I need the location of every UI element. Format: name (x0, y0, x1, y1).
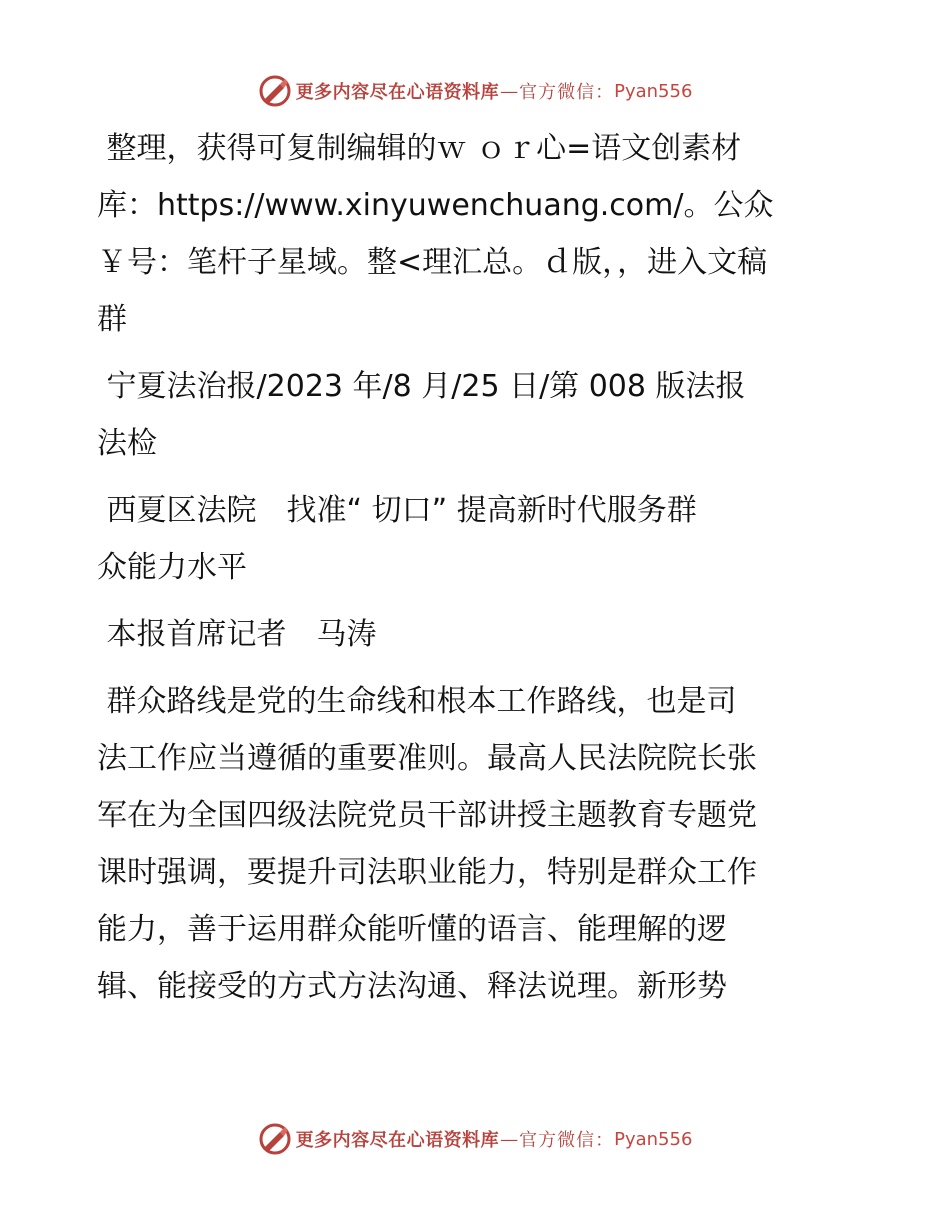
banner-brand: 更多内容尽在心语资料库 (295, 82, 500, 103)
banner-official-label: 官方微信： (519, 82, 615, 103)
text-line: 法工作应当遵循的重要准则。最高人民法院院长张 (97, 741, 757, 776)
text-line: 库：https://www.xinyuwenchuang.com/。公众 (97, 188, 774, 223)
text-line: 能力，善于运用群众能听懂的语言、能理解的逻 (97, 912, 727, 947)
banner-wechat-handle: Pyan556 (614, 1128, 693, 1150)
byline (97, 606, 867, 663)
document-content (97, 120, 867, 1015)
brand-logo-icon (258, 1122, 292, 1156)
text-line: 本报首席记者 马涛 (97, 617, 377, 652)
text-line: 群 (97, 302, 127, 337)
text-line: 群众路线是党的生命线和根本工作路线，也是司 (97, 684, 737, 719)
footer-banner (0, 1119, 950, 1159)
article-title (97, 482, 867, 596)
text-line: 整理，获得可复制编辑的ｗ ｏｒ心=语文创素材 (97, 131, 742, 166)
source-line (97, 358, 867, 472)
text-line: 众能力水平 (97, 550, 247, 585)
text-line: 辑、能接受的方式方法沟通、释法说理。新形势 (97, 969, 727, 1004)
text-line: 西夏区法院 找准“ 切口” 提高新时代服务群 (97, 493, 697, 528)
banner-official-label: 官方微信： (519, 1130, 615, 1151)
header-banner (0, 71, 950, 111)
text-line: 法检 (97, 426, 157, 461)
text-line: 课时强调，要提升司法职业能力，特别是群众工作 (97, 855, 757, 890)
body-paragraph (97, 673, 867, 1015)
brand-logo-icon (258, 74, 292, 108)
text-line: 军在为全国四级法院党员干部讲授主题教育专题党 (97, 798, 757, 833)
text-line: ￥号：笔杆子星域。整<理汇总。ｄ版，，进入文稿 (97, 245, 768, 280)
banner-dash: — (500, 1128, 519, 1150)
banner-brand: 更多内容尽在心语资料库 (295, 1130, 500, 1151)
banner-wechat-handle: Pyan556 (614, 80, 693, 102)
text-line: 宁夏法治报/2023 年/8 月/25 日/第 008 版法报 (97, 369, 746, 404)
intro-paragraph (97, 120, 867, 348)
banner-dash: — (500, 80, 519, 102)
